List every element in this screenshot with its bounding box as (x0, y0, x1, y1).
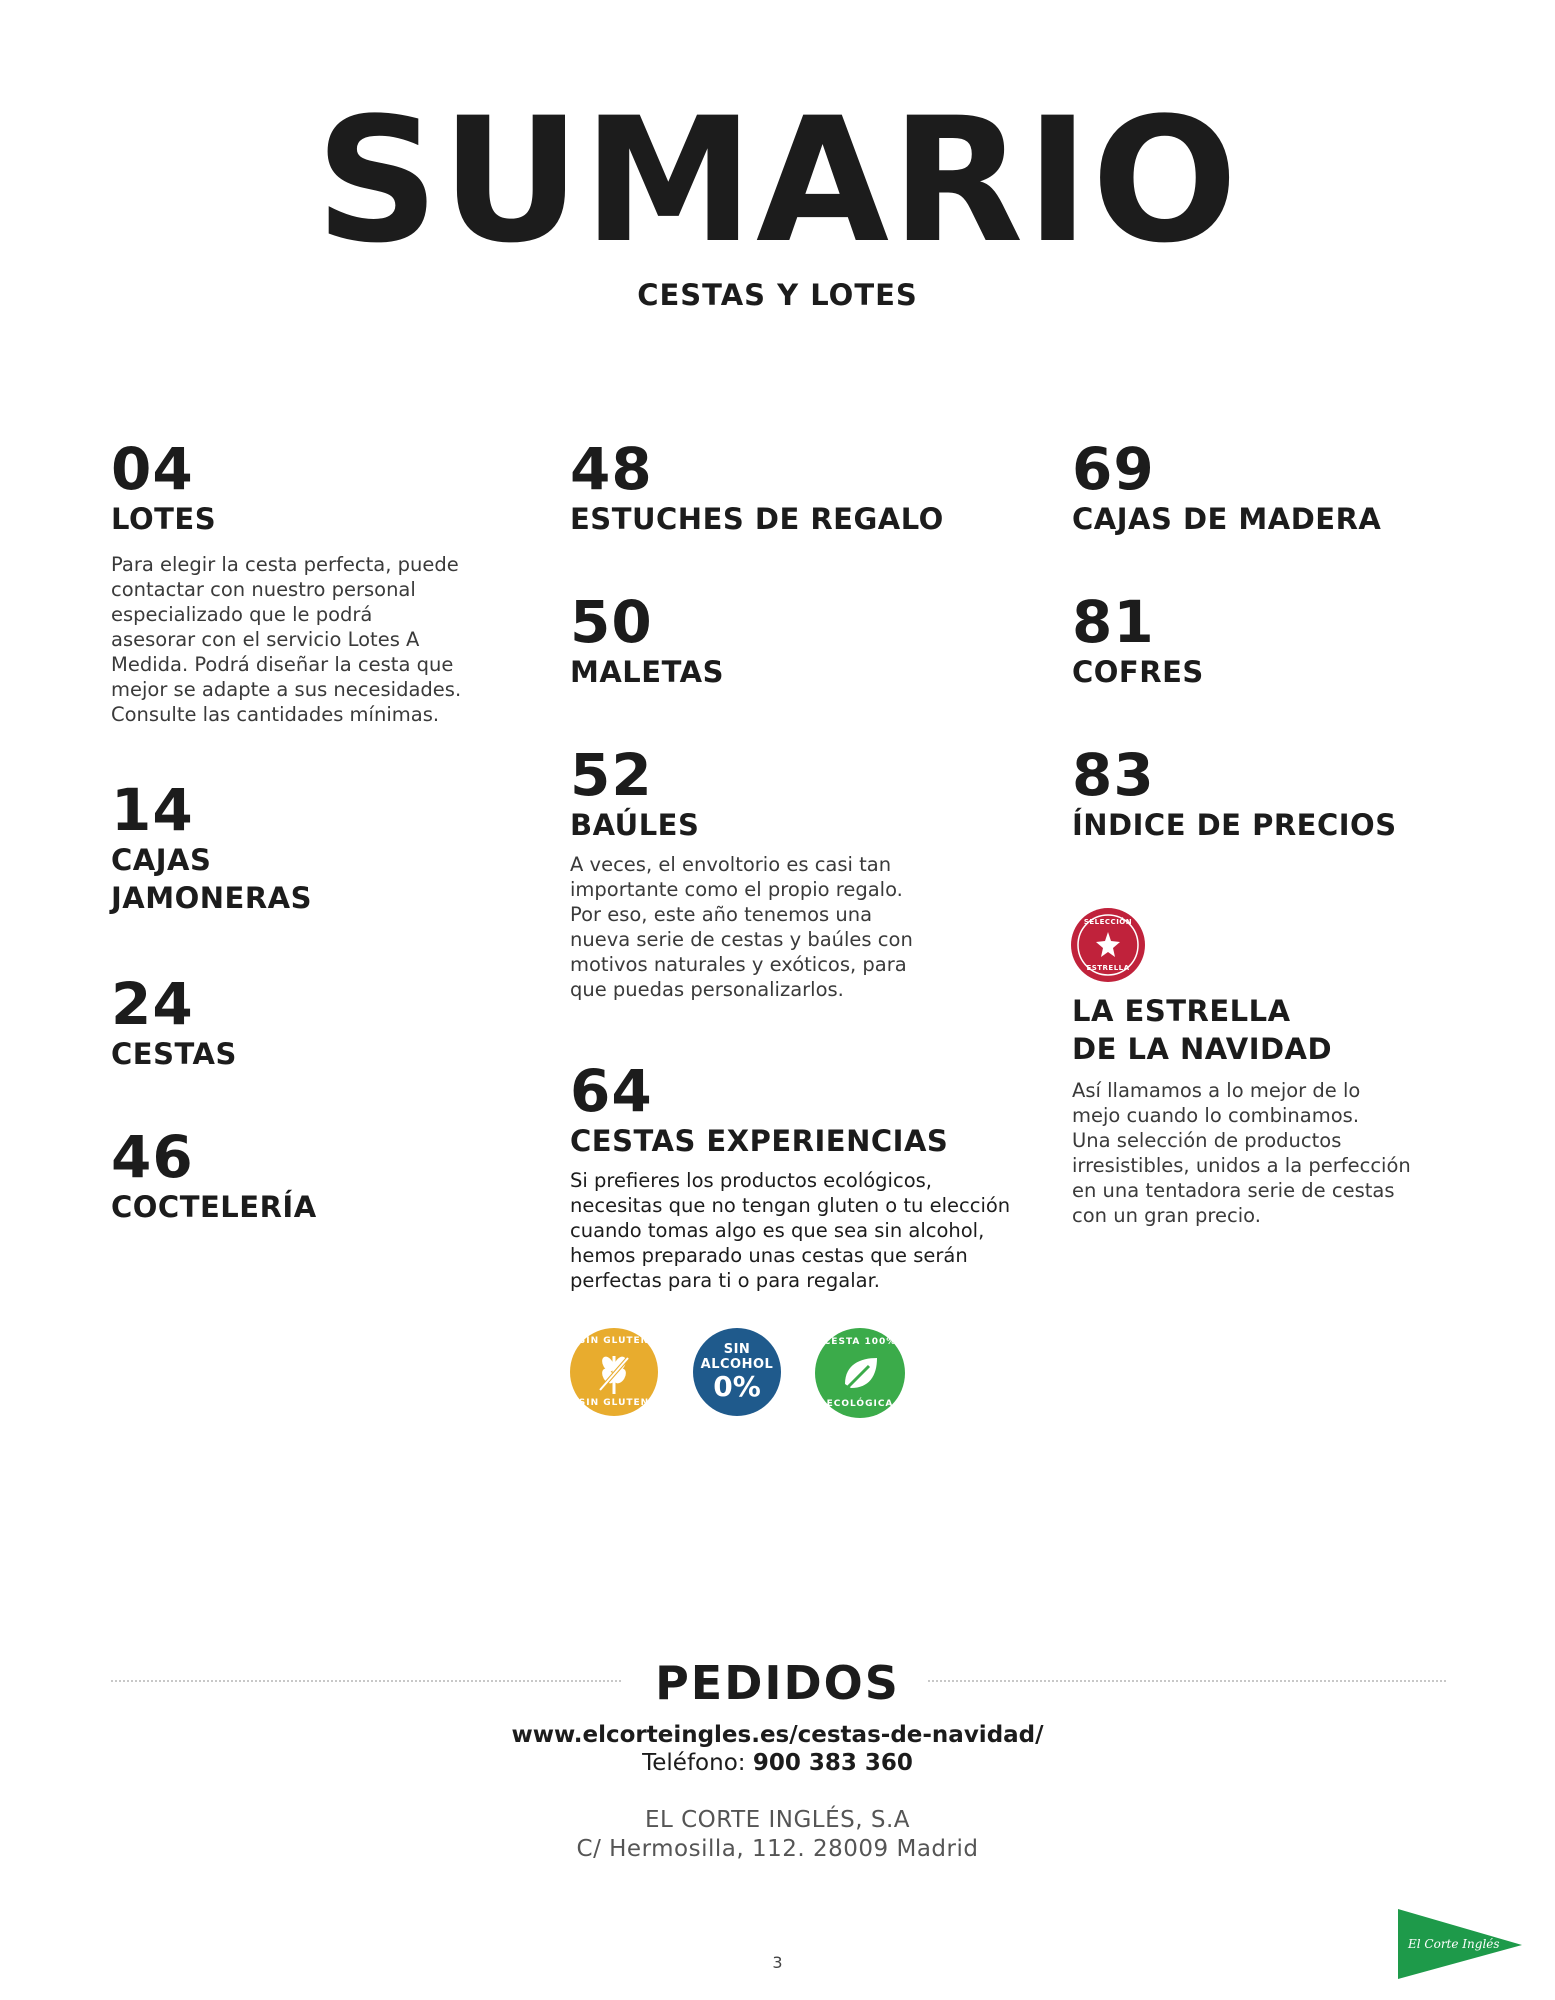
entry-cajas-madera[interactable] (1072, 435, 1492, 538)
desc-line: importante como el propio regalo. (570, 878, 903, 901)
title-line: CAJAS (111, 843, 212, 877)
page-number: 3 (772, 1953, 783, 1972)
entry-title (1072, 992, 1492, 1068)
entry-number: 46 (111, 1123, 194, 1191)
desc-line: perfectas para ti o para regalar. (570, 1269, 881, 1292)
desc-line: hemos preparado unas cestas que serán (570, 1244, 968, 1267)
badge-text-line2: ALCOHOL (700, 1357, 774, 1372)
desc-line: Por eso, este año tenemos una (570, 903, 873, 926)
desc-line: Una selección de productos (1072, 1129, 1342, 1152)
logo-text: El Corte Inglés (1408, 1937, 1500, 1951)
entry-cofres[interactable] (1072, 588, 1492, 691)
entry-number: 64 (570, 1057, 653, 1125)
desc-line: en una tentadora serie de cestas (1072, 1179, 1395, 1202)
company-address: C/ Hermosilla, 112. 28009 Madrid (576, 1836, 979, 1862)
seleccion-estrella-badge (1071, 908, 1145, 982)
desc-line: Medida. Podrá diseñar la cesta que (111, 653, 454, 676)
entry-title: COCTELERÍA (111, 1190, 317, 1224)
company-name: EL CORTE INGLÉS, S.A (644, 1807, 911, 1833)
entry-title: LOTES (111, 502, 217, 536)
entry-number: 83 (1072, 741, 1155, 809)
entry-lotes[interactable] (111, 435, 491, 727)
entry-title: ESTUCHES DE REGALO (570, 502, 944, 536)
eco-badge (815, 1328, 905, 1418)
title-line: JAMONERAS (111, 881, 312, 915)
entry-number: 14 (111, 776, 194, 844)
entry-number: 69 (1072, 435, 1155, 503)
entry-number: 81 (1072, 588, 1155, 656)
entry-title: CESTAS EXPERIENCIAS (570, 1124, 949, 1158)
entry-number: 50 (570, 588, 653, 656)
badge-text-bottom: ESTRELLA (1086, 964, 1130, 972)
desc-line: A veces, el envoltorio es casi tan (570, 853, 892, 876)
badge-text-top: SELECCIÓN (1083, 918, 1133, 926)
badge-text-bottom: SIN GLUTEN (578, 1398, 650, 1408)
entry-title: COFRES (1072, 655, 1204, 689)
entry-description (1072, 1078, 1492, 1228)
badge-text-top: SIN GLUTEN (578, 1336, 650, 1346)
entry-title: CAJAS DE MADERA (1072, 502, 1382, 536)
entry-number: 24 (111, 970, 194, 1038)
desc-line: mejo cuando lo combinamos. (1072, 1104, 1360, 1127)
desc-line: contactar con nuestro personal (111, 578, 416, 601)
page-subtitle: CESTAS Y LOTES (637, 278, 918, 312)
phone-label: Teléfono: (642, 1750, 746, 1776)
desc-line: mejor se adapte a sus necesidades. (111, 678, 462, 701)
desc-line: cuando tomas algo es que sea sin alcohol, (570, 1219, 985, 1242)
desc-line: Si prefieres los productos ecológicos, (570, 1169, 932, 1192)
pedidos-url-link[interactable]: www.elcorteingles.es/cestas-de-navidad/ (511, 1722, 1044, 1748)
entry-cestas-experiencias[interactable] (570, 1057, 1040, 1293)
desc-line: asesorar con el servicio Lotes A (111, 628, 420, 651)
sin-gluten-badge (570, 1328, 658, 1416)
desc-line: con un gran precio. (1072, 1204, 1261, 1227)
badge-text-top: CESTA 100% (823, 1337, 897, 1347)
entry-maletas[interactable] (570, 588, 1010, 691)
badge-text-bottom: ECOLÓGICA (826, 1399, 894, 1409)
el-corte-ingles-logo (1396, 1905, 1526, 1986)
sin-alcohol-badge (693, 1328, 781, 1416)
entry-number: 04 (111, 435, 194, 503)
entry-cestas[interactable] (111, 970, 491, 1073)
desc-line: necesitas que no tengan gluten o tu elección (570, 1194, 1011, 1217)
title-line: DE LA NAVIDAD (1072, 1032, 1333, 1066)
entry-baules[interactable] (570, 741, 1010, 1002)
desc-line: especializado que le podrá (111, 603, 373, 626)
company-info (0, 1806, 1555, 1864)
desc-line: Así llamamos a lo mejor de lo (1072, 1079, 1361, 1102)
entry-cajas-jamoneras[interactable] (111, 776, 491, 917)
badge-value: 0% (713, 1370, 761, 1403)
entry-cocteleria[interactable] (111, 1123, 491, 1226)
pedidos-heading: PEDIDOS (655, 1656, 900, 1710)
desc-line: que puedas personalizarlos. (570, 978, 844, 1001)
desc-line: irresistibles, unidos a la perfección (1072, 1154, 1411, 1177)
entry-title: MALETAS (570, 655, 724, 689)
phone-number[interactable]: 900 383 360 (752, 1750, 913, 1776)
desc-line: Consulte las cantidades mínimas. (111, 703, 440, 726)
entry-estrella-navidad[interactable] (1072, 990, 1492, 1228)
logo-flag-icon (1396, 1905, 1526, 1981)
entry-description (111, 552, 491, 727)
entry-title: BAÚLES (570, 808, 700, 842)
badge-text-line1: SIN (723, 1342, 751, 1357)
title-line: LA ESTRELLA (1072, 994, 1291, 1028)
pedidos-phone (0, 1750, 1555, 1776)
desc-line: motivos naturales y exóticos, para (570, 953, 907, 976)
entry-estuches[interactable] (570, 435, 1010, 538)
page-title: SUMARIO (315, 80, 1240, 281)
entry-title: CESTAS (111, 1037, 237, 1071)
desc-line: Para elegir la cesta perfecta, puede (111, 553, 459, 576)
entry-number: 48 (570, 435, 653, 503)
desc-line: nueva serie de cestas y baúles con (570, 928, 913, 951)
entry-indice-precios[interactable] (1072, 741, 1492, 844)
entry-description (570, 852, 1010, 1002)
entry-title: ÍNDICE DE PRECIOS (1072, 808, 1397, 842)
entry-number: 52 (570, 741, 653, 809)
entry-title (111, 841, 491, 917)
entry-description (570, 1168, 1040, 1293)
